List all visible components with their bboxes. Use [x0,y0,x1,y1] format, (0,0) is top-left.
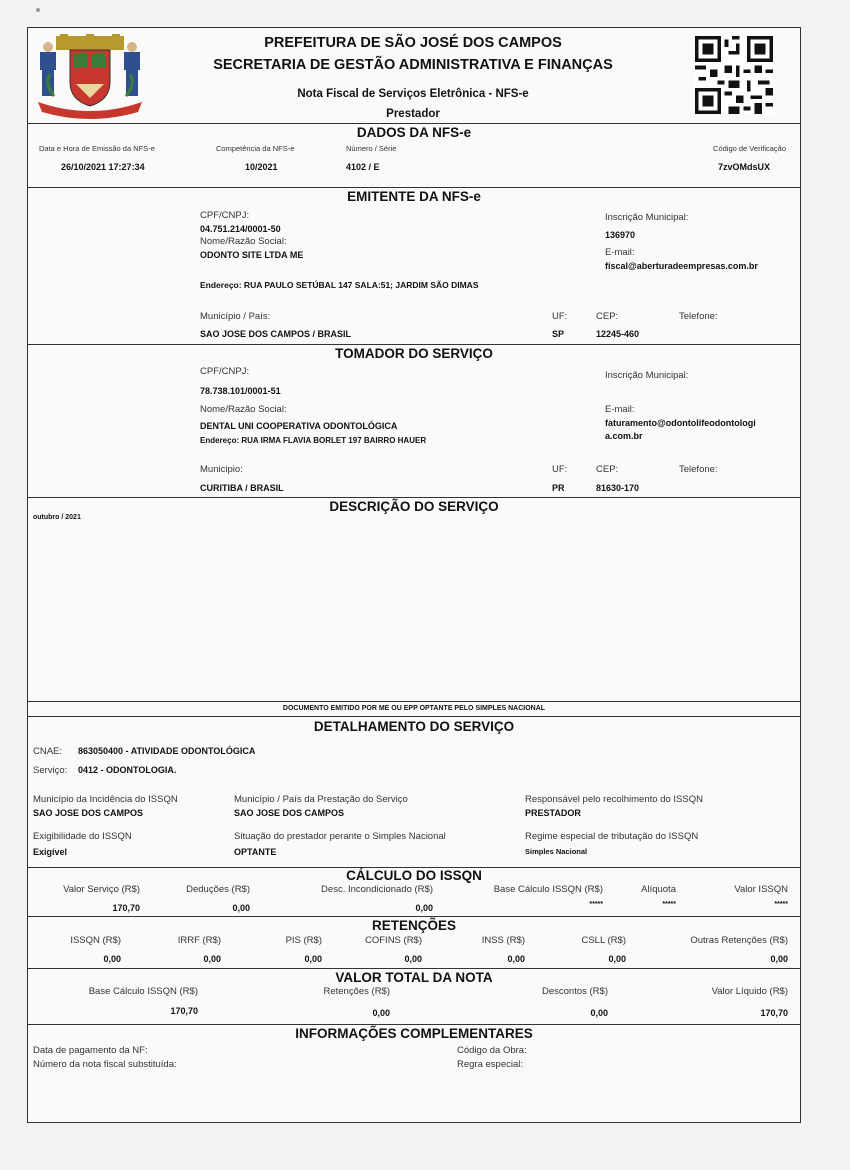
info-title: INFORMAÇÕES COMPLEMENTARES [295,1026,533,1041]
codigo-label: Código de Verificação [713,144,786,153]
calc-label: Desc. Incondicionado (R$) [321,884,433,895]
tomador-email-line2: a.com.br [605,431,643,441]
ret-label: IRRF (R$) [177,935,221,946]
responsavel-label: Responsável pelo recolhimento do ISSQN [525,794,703,805]
emitente-email: fiscal@aberturadeempresas.com.br [605,261,758,271]
ret-label: Outras Retenções (R$) [690,935,788,946]
incidencia-value: SAO JOSE DOS CAMPOS [33,808,144,818]
servico-value: 0412 - ODONTOLOGIA. [78,765,177,775]
document-subtype: Prestador [386,108,440,120]
situacao-label: Situação do prestador perante o Simples Nacional [234,831,446,842]
ret-value: 0,00 [608,954,626,964]
regime-label: Regime especial de tributação do ISSQN [525,831,699,842]
total-label: Retenções (R$) [323,986,390,997]
emitente-cnpj-label: CPF/CNPJ: [200,210,250,221]
calc-label: Deduções (R$) [186,884,250,895]
emitente-insc: 136970 [605,230,636,240]
tomador-cep: 81630-170 [596,483,640,493]
emitente-cep-label: CEP: [596,311,619,322]
codigo-value: 7zvOMdsUX [717,162,770,172]
calculo-title: CÁLCULO DO ISSQN [346,868,482,883]
dados-title: DADOS DA NFS-e [356,125,472,140]
calc-label: Base Cálculo ISSQN (R$) [493,884,603,895]
emitente-insc-label: Inscrição Municipal: [605,212,689,223]
responsavel-value: PRESTADOR [525,808,581,818]
ret-value: 0,00 [404,954,422,964]
situacao-value: OPTANTE [234,847,277,857]
tomador-email-line1: faturamento@odontolifeodontologi [605,418,756,428]
calc-value: 0,00 [415,903,433,913]
regra-label: Regra especial: [457,1059,524,1070]
detalhamento-title: DETALHAMENTO DO SERVIÇO [313,719,515,734]
calc-value: 0,00 [232,903,250,913]
tomador-cnpj-label: CPF/CNPJ: [200,366,250,377]
emitente-municipio: SAO JOSE DOS CAMPOS / BRASIL [200,329,352,339]
incidencia-label: Município da Incidência do ISSQN [33,794,178,805]
substituida-label: Número da nota fiscal substituída: [33,1059,177,1070]
ret-value: 0,00 [203,954,221,964]
numero-label: Número / Série [346,144,397,153]
tomador-title: TOMADOR DO SERVIÇO [335,346,493,361]
header-line2: SECRETARIA DE GESTÃO ADMINISTRATIVA E FINANÇAS [213,57,613,73]
cnae-value: 863050400 - ATIVIDADE ODONTOLÓGICA [78,746,256,756]
ret-value: 0,00 [103,954,121,964]
calc-label: Alíquota [641,884,676,895]
prestacao-value: SAO JOSE DOS CAMPOS [234,808,345,818]
competencia-value: 10/2021 [245,162,278,172]
emitente-cnpj: 04.751.214/0001-50 [200,224,281,234]
prestacao-label: Município / País da Prestação do Serviço [234,794,408,805]
emitente-nome-label: Nome/Razão Social: [200,236,287,247]
total-label: Valor Líquido (R$) [711,986,788,997]
competencia-label: Competência da NFS-e [216,144,295,153]
total-value: 0,00 [590,1008,608,1018]
tomador-insc-label: Inscrição Municipal: [605,370,689,381]
ret-label: COFINS (R$) [365,935,422,946]
descricao-title: DESCRIÇÃO DO SERVIÇO [329,499,499,514]
tomador-telefone-label: Telefone: [679,464,718,475]
tomador-municipio: CURITIBA / BRASIL [200,483,284,493]
pagamento-label: Data de pagamento da NF: [33,1045,148,1056]
total-title: VALOR TOTAL DA NOTA [335,970,493,985]
tomador-cnpj: 78.738.101/0001-51 [200,386,281,396]
emitente-uf: SP [552,329,565,339]
simples-nacional-note: DOCUMENTO EMITIDO POR ME OU EPP OPTANTE PELO SIMPLES NACIONAL [282,705,546,712]
tomador-email-label: E-mail: [605,404,635,415]
emissao-value: 26/10/2021 17:27:34 [61,162,145,172]
ret-label: ISSQN (R$) [70,935,121,946]
retencoes-title: RETENÇÕES [371,918,456,933]
obra-label: Código da Obra: [457,1045,527,1056]
ret-value: 0,00 [507,954,525,964]
ret-value: 0,00 [304,954,322,964]
scan-artifact [36,8,40,12]
nfse-document [27,27,801,1123]
exigibilidade-label: Exigibilidade do ISSQN [33,831,132,842]
calc-label: Valor ISSQN [734,884,788,895]
tomador-uf: PR [552,483,565,493]
emitente-endereco: Endereço: RUA PAULO SETÚBAL 147 SALA:51; JARDIM SÃO DIMAS [200,280,479,290]
calc-value: 170,70 [112,903,140,913]
total-value: 170,70 [170,1006,198,1016]
emitente-uf-label: UF: [552,311,568,322]
emitente-title: EMITENTE DA NFS-e [347,189,481,204]
emitente-municipio-label: Município / País: [200,311,271,322]
header-line1: PREFEITURA DE SÃO JOSÉ DOS CAMPOS [264,35,562,51]
emissao-label: Data e Hora de Emissão da NFS-e [39,144,155,153]
descricao-text: outubro / 2021 [33,514,81,521]
ret-label: PIS (R$) [285,935,322,946]
qr-code-icon [695,36,773,114]
calc-value: ***** [589,901,603,908]
tomador-nome-label: Nome/Razão Social: [200,404,287,415]
ret-label: CSLL (R$) [581,935,626,946]
tomador-cep-label: CEP: [596,464,619,475]
tomador-municipio-label: Municipio: [200,464,243,475]
calc-label: Valor Serviço (R$) [63,884,140,895]
regime-value: Simples Nacional [525,847,588,856]
tomador-uf-label: UF: [552,464,568,475]
total-value: 170,70 [760,1008,788,1018]
ret-label: INSS (R$) [481,935,525,946]
emitente-email-label: E-mail: [605,247,635,258]
total-value: 0,00 [372,1008,390,1018]
emitente-telefone-label: Telefone: [679,311,718,322]
emitente-nome: ODONTO SITE LTDA ME [200,250,304,260]
cnae-label: CNAE: [33,746,63,757]
document-type: Nota Fiscal de Serviços Eletrônica - NFS-e [297,88,529,100]
tomador-endereco: Endereço: RUA IRMA FLAVIA BORLET 197 BAIRRO HAUER [200,436,427,445]
total-label: Base Cálculo ISSQN (R$) [88,986,198,997]
exigibilidade-value: Exigível [33,847,68,857]
city-coat-of-arms-icon [34,34,146,120]
tomador-nome: DENTAL UNI COOPERATIVA ODONTOLÓGICA [200,421,398,431]
emitente-cep: 12245-460 [596,329,640,339]
ret-value: 0,00 [770,954,788,964]
numero-value: 4102 / E [346,162,380,172]
calc-value: ***** [774,901,788,908]
calc-value: ***** [662,901,676,908]
total-label: Descontos (R$) [542,986,608,997]
servico-label: Serviço: [33,765,68,776]
